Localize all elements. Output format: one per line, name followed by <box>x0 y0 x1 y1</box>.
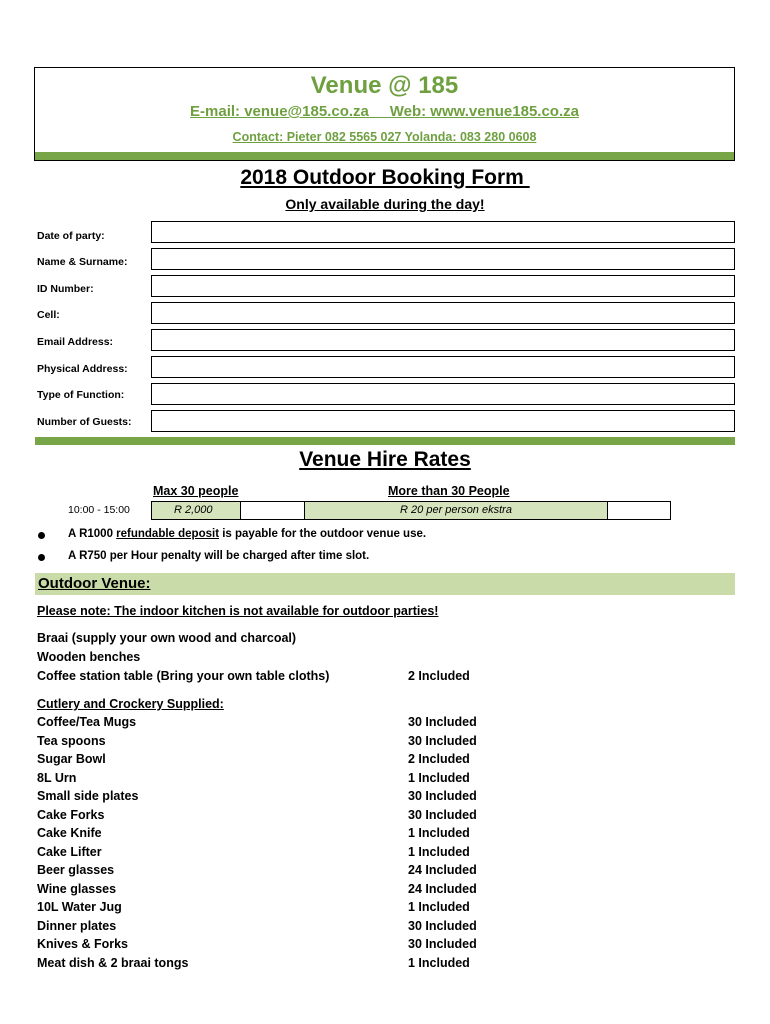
input-date-of-party[interactable] <box>151 221 735 243</box>
list-item: Cake Forks <box>37 808 105 822</box>
outdoor-title: Outdoor Venue: <box>38 575 151 592</box>
list-item: Small side plates <box>37 789 139 803</box>
list-item: Coffee station table (Bring your own table cloths) <box>37 669 330 683</box>
section-divider <box>35 437 735 445</box>
list-item: Cake Knife <box>37 826 102 840</box>
list-item: Dinner plates <box>37 919 117 933</box>
list-item: Wooden benches <box>37 650 141 664</box>
outdoor-section-band <box>35 573 735 595</box>
deposit-link: refundable deposit <box>116 528 220 540</box>
item-qty: 30 Included <box>408 715 477 729</box>
venue-email-web[interactable]: E-mail: venue@185.co.za Web: www.venue185.co.za <box>190 103 579 120</box>
label-cell: Cell: <box>37 309 60 321</box>
item-qty: 24 Included <box>408 863 477 877</box>
venue-header <box>34 67 735 161</box>
list-item: Cake Lifter <box>37 845 102 859</box>
header-divider <box>35 152 734 160</box>
deposit-suffix: is payable for the outdoor venue use. <box>219 528 427 540</box>
input-cell[interactable] <box>151 302 735 324</box>
input-email-address[interactable] <box>151 329 735 351</box>
list-item: 10L Water Jug <box>37 900 122 914</box>
rate-empty-cell <box>240 501 305 520</box>
penalty-note: A R750 per Hour penalty will be charged after time slot. <box>68 550 370 562</box>
cutlery-heading: Cutlery and Crockery Supplied: <box>37 697 224 711</box>
item-qty: 1 Included <box>408 771 470 785</box>
label-date-of-party: Date of party: <box>37 230 105 242</box>
form-subtitle: Only available during the day! <box>285 196 485 212</box>
input-name-surname[interactable] <box>151 248 735 270</box>
input-physical-address[interactable] <box>151 356 735 378</box>
venue-contact: Contact: Pieter 082 5565 027 Yolanda: 083 280 0608 <box>232 130 537 144</box>
item-qty: 1 Included <box>408 826 470 840</box>
list-item: Meat dish & 2 braai tongs <box>37 956 189 970</box>
label-number-of-guests: Number of Guests: <box>37 416 132 428</box>
item-qty: 1 Included <box>408 956 470 970</box>
item-qty: 2 Included <box>408 669 470 683</box>
rates-time-slot: 10:00 - 15:00 <box>68 504 130 516</box>
list-item: Tea spoons <box>37 734 106 748</box>
label-physical-address: Physical Address: <box>37 363 128 375</box>
label-type-of-function: Type of Function: <box>37 389 125 401</box>
rate-more30-price: R 20 per person ekstra <box>304 501 608 520</box>
list-item: Coffee/Tea Mugs <box>37 715 137 729</box>
list-item: Knives & Forks <box>37 937 129 951</box>
item-qty: 1 Included <box>408 900 470 914</box>
bullet-icon <box>38 554 45 561</box>
label-name-surname: Name & Surname: <box>37 256 128 268</box>
rate-empty-cell <box>607 501 671 520</box>
rate-max30-price: R 2,000 <box>151 501 241 520</box>
input-id-number[interactable] <box>151 275 735 297</box>
item-qty: 30 Included <box>408 937 477 951</box>
rates-header-max30: Max 30 people <box>153 484 239 498</box>
item-qty: 30 Included <box>408 919 477 933</box>
item-qty: 24 Included <box>408 882 477 896</box>
rates-header-more30: More than 30 People <box>388 484 510 498</box>
list-item: Sugar Bowl <box>37 752 106 766</box>
item-qty: 30 Included <box>408 789 477 803</box>
list-item: Braai (supply your own wood and charcoal) <box>37 631 297 645</box>
input-type-of-function[interactable] <box>151 383 735 405</box>
deposit-prefix: A R1000 <box>68 528 117 540</box>
form-title: 2018 Outdoor Booking Form <box>240 166 530 189</box>
item-qty: 2 Included <box>408 752 470 766</box>
item-qty: 30 Included <box>408 808 477 822</box>
input-number-of-guests[interactable] <box>151 410 735 432</box>
item-qty: 30 Included <box>408 734 477 748</box>
label-id-number: ID Number: <box>37 283 94 295</box>
label-email-address: Email Address: <box>37 336 114 348</box>
venue-title: Venue @ 185 <box>310 72 459 99</box>
list-item: 8L Urn <box>37 771 77 785</box>
deposit-note <box>68 528 426 540</box>
bullet-icon <box>38 532 45 539</box>
list-item: Beer glasses <box>37 863 115 877</box>
list-item: Wine glasses <box>37 882 117 896</box>
item-qty: 1 Included <box>408 845 470 859</box>
rates-title: Venue Hire Rates <box>299 448 471 471</box>
kitchen-note: Please note: The indoor kitchen is not available for outdoor parties! <box>37 604 439 618</box>
